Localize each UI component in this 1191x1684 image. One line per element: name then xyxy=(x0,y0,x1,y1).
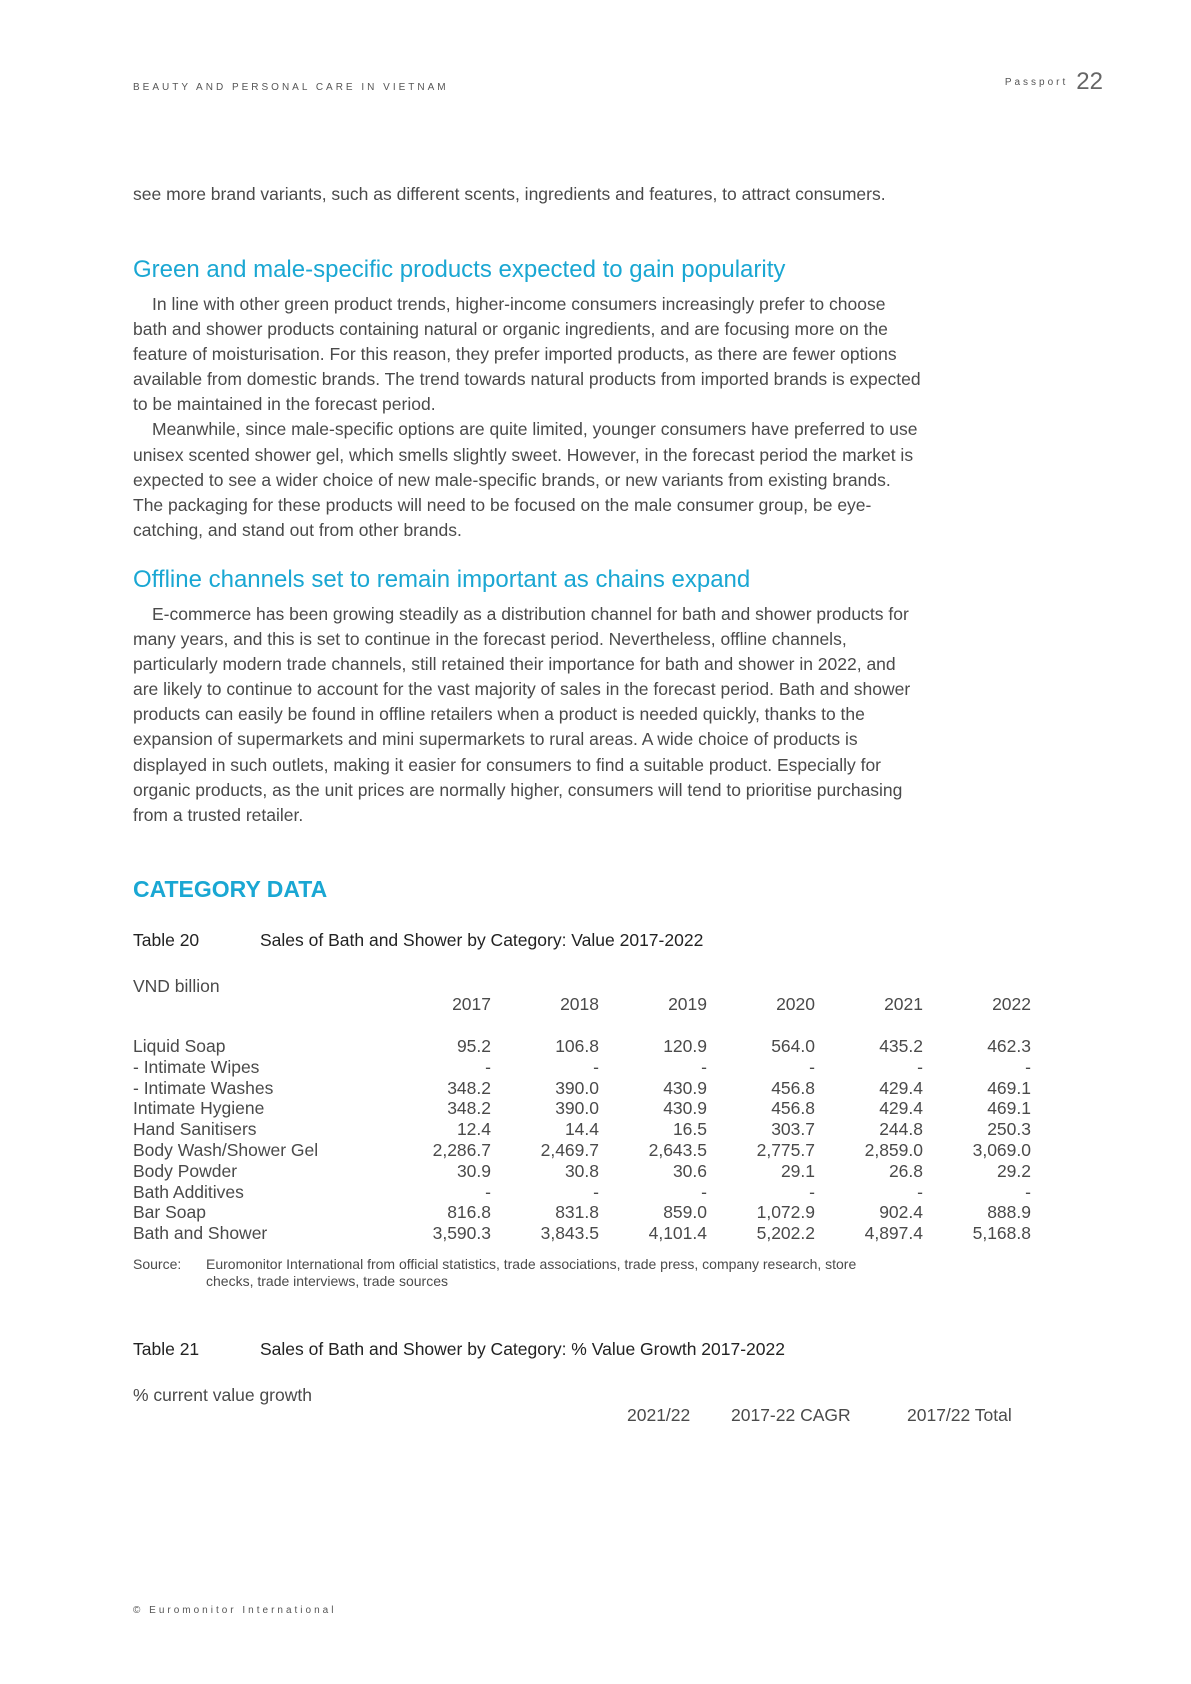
table-cell: - xyxy=(701,1056,707,1077)
table-cell: 456.8 xyxy=(771,1098,815,1119)
row-label: Hand Sanitisers xyxy=(133,1119,257,1140)
table-cell: 4,101.4 xyxy=(648,1223,707,1244)
table-cell: 30.9 xyxy=(456,1160,491,1181)
column-header: 2022 xyxy=(992,993,1031,1014)
table-cell: 106.8 xyxy=(555,1036,599,1056)
paragraph: E-commerce has been growing steadily as a distribution channel for bath and shower products for many years, and this is set to continue in the forecast period. Nevertheless, offline channels, particularly modern trade channels, still retained their importance for bath and shower in 2022, and are likely to continue to account for the vast majority of sales in the forecast period. Bath and shower products can easily be found in offline retailers when a product is needed quickly, thanks to the expansion of supermarkets and mini supermarkets to rural areas. A wide choice of products is displayed in such outlets, making it easier for consumers to find a suitable product. Especially for organic products, as the unit prices are normally higher, consumers will tend to prioritise purchasing from a trusted retailer. xyxy=(133,604,911,825)
table-cell: 902.4 xyxy=(879,1202,923,1223)
column-header: 2021/22 xyxy=(627,1405,691,1425)
table-title: Sales of Bath and Shower by Category: % Value Growth 2017-2022 xyxy=(260,1339,785,1359)
table-row xyxy=(133,1182,1031,1203)
table-cell: - xyxy=(485,1181,491,1202)
table21-caption xyxy=(133,1339,785,1360)
source-label: Source: xyxy=(133,1256,182,1272)
row-label: Body Powder xyxy=(133,1160,238,1181)
table-cell: 14.4 xyxy=(564,1119,599,1140)
table-row xyxy=(133,1161,1031,1182)
table-cell: 16.5 xyxy=(672,1119,707,1140)
table-row xyxy=(133,1119,1031,1140)
column-header: 2021 xyxy=(884,993,923,1014)
table-row xyxy=(133,1223,1031,1244)
row-label: - Intimate Wipes xyxy=(133,1056,260,1077)
spacer-row xyxy=(133,1016,1031,1036)
table20-caption xyxy=(133,930,703,951)
table-corner xyxy=(133,992,383,1016)
table-cell: 3,069.0 xyxy=(972,1139,1031,1160)
paragraph: Meanwhile, since male-specific options are quite limited, younger consumers have preferred to use unisex scented shower gel, which smells slightly sweet. However, in the forecast period the market is expected to see a wider choice of new male-specific brands, or new variants from existing brands. The packaging for these products will need to be focused on the male consumer group, be eye-catching, and stand out from other brands. xyxy=(133,419,918,540)
table-cell: 462.3 xyxy=(987,1036,1031,1056)
table-cell: 390.0 xyxy=(555,1098,599,1119)
table-cell: 429.4 xyxy=(879,1098,923,1119)
table-cell: 250.3 xyxy=(987,1119,1031,1140)
table-cell: 3,843.5 xyxy=(540,1223,599,1244)
paragraph: see more brand variants, such as different scents, ingredients and features, to attract consumers. xyxy=(133,184,886,204)
table-row xyxy=(133,1140,1031,1161)
table-cell: - xyxy=(1025,1181,1031,1202)
section-heading-offline: Offline channels set to remain important as chains expand xyxy=(133,566,751,593)
table-cell: 816.8 xyxy=(447,1202,491,1223)
table-cell: 1,072.9 xyxy=(756,1202,815,1223)
table-cell: 859.0 xyxy=(663,1202,707,1223)
table-cell: 29.1 xyxy=(780,1160,815,1181)
paragraph: In line with other green product trends, higher-income consumers increasingly prefer to choose bath and shower products containing natural or organic ingredients, and are focusing more on the feature of moisturisation. For this reason, they prefer imported products, as there are fewer options available from domestic brands. The trend towards natural products from imported brands is expected to be maintained in the forecast period. xyxy=(133,294,921,415)
table-cell: - xyxy=(917,1056,923,1077)
table-number: Table 20 xyxy=(133,930,200,950)
row-label: Bar Soap xyxy=(133,1202,206,1223)
table-cell: 2,643.5 xyxy=(648,1139,707,1160)
column-header: 2020 xyxy=(776,993,815,1014)
table-number: Table 21 xyxy=(133,1339,200,1359)
table-cell: 430.9 xyxy=(663,1098,707,1119)
copyright-footer: © Euromonitor International xyxy=(133,1605,337,1616)
table-row xyxy=(133,1036,1031,1057)
table-cell: 12.4 xyxy=(456,1119,491,1140)
section-body-green xyxy=(133,292,923,543)
table-cell: 95.2 xyxy=(456,1036,491,1056)
section-body-offline xyxy=(133,602,923,828)
category-data-heading: CATEGORY DATA xyxy=(133,876,328,902)
table-cell: 4,897.4 xyxy=(864,1223,923,1244)
row-label: Bath Additives xyxy=(133,1181,244,1202)
table-cell: 469.1 xyxy=(987,1077,1031,1098)
column-header: 2017/22 Total xyxy=(907,1405,1012,1425)
page-header-right xyxy=(1005,68,1103,96)
table-row xyxy=(133,1057,1031,1078)
table-cell: 888.9 xyxy=(987,1202,1031,1223)
table-cell: 2,775.7 xyxy=(756,1139,815,1160)
intro-paragraph xyxy=(133,182,923,207)
table-header-row xyxy=(133,992,1031,1016)
section-heading-green: Green and male-specific products expected to gain popularity xyxy=(133,256,786,283)
table-cell: - xyxy=(593,1056,599,1077)
table-row xyxy=(133,1078,1031,1099)
table-cell: 564.0 xyxy=(771,1036,815,1056)
table-cell: 390.0 xyxy=(555,1077,599,1098)
table-cell: - xyxy=(1025,1056,1031,1077)
table-title: Sales of Bath and Shower by Category: Value 2017-2022 xyxy=(260,930,704,950)
table21-unit: % current value growth xyxy=(133,1385,312,1405)
table-cell: 348.2 xyxy=(447,1077,491,1098)
brand-label: Passport xyxy=(1004,77,1069,88)
column-header: 2019 xyxy=(668,993,707,1014)
table-cell: 456.8 xyxy=(771,1077,815,1098)
table-cell: 3,590.3 xyxy=(432,1223,491,1244)
page-number: 22 xyxy=(1076,68,1103,95)
table-cell: 435.2 xyxy=(879,1036,923,1056)
table20-unit: VND billion xyxy=(133,976,220,996)
table-cell: 26.8 xyxy=(888,1160,923,1181)
column-header: 2017 xyxy=(452,993,491,1014)
table-cell: 831.8 xyxy=(555,1202,599,1223)
table-cell: 29.2 xyxy=(996,1160,1031,1181)
column-header: 2017-22 CAGR xyxy=(731,1405,851,1425)
table20 xyxy=(133,992,1031,1244)
table-cell: 5,202.2 xyxy=(756,1223,815,1244)
source-text: Euromonitor International from official statistics, trade associations, trade press, company research, store checks, trade interviews, trade sources xyxy=(206,1256,857,1289)
table-row xyxy=(133,1098,1031,1119)
table-cell: 5,168.8 xyxy=(972,1223,1031,1244)
table-cell: 2,469.7 xyxy=(540,1139,599,1160)
row-label: Intimate Hygiene xyxy=(133,1098,265,1119)
table-cell: 348.2 xyxy=(447,1098,491,1119)
table-cell: - xyxy=(701,1181,707,1202)
table-cell: - xyxy=(593,1181,599,1202)
table-cell: - xyxy=(809,1181,815,1202)
table-cell: 30.8 xyxy=(564,1160,599,1181)
table-cell: - xyxy=(485,1056,491,1077)
column-header: 2018 xyxy=(560,993,599,1014)
table-cell: 430.9 xyxy=(663,1077,707,1098)
report-title: BEAUTY AND PERSONAL CARE IN VIETNAM xyxy=(133,82,449,93)
row-label: - Intimate Washes xyxy=(133,1077,274,1098)
table-row xyxy=(133,1202,1031,1223)
table-cell: 30.6 xyxy=(672,1160,707,1181)
table-cell: 303.7 xyxy=(771,1119,815,1140)
table-cell: 469.1 xyxy=(987,1098,1031,1119)
row-label: Bath and Shower xyxy=(133,1223,268,1244)
table-cell: 2,286.7 xyxy=(432,1139,491,1160)
table-cell: 2,859.0 xyxy=(864,1139,923,1160)
table-cell: - xyxy=(917,1181,923,1202)
table-cell: 120.9 xyxy=(663,1036,707,1056)
table-cell: 244.8 xyxy=(879,1119,923,1140)
table-cell: - xyxy=(809,1056,815,1077)
row-label: Liquid Soap xyxy=(133,1036,226,1056)
row-label: Body Wash/Shower Gel xyxy=(133,1139,319,1160)
table-cell: 429.4 xyxy=(879,1077,923,1098)
